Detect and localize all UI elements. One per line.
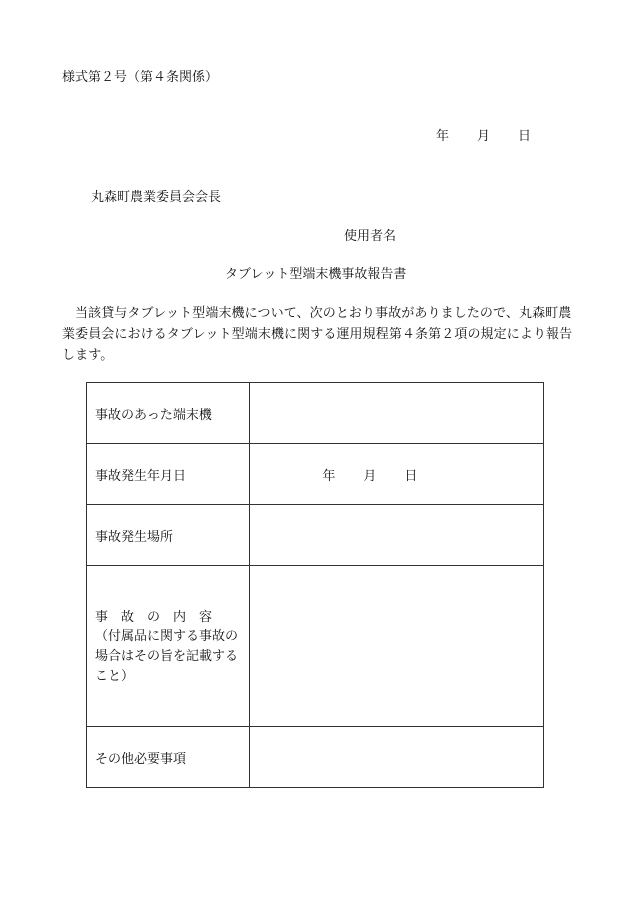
row-label-device: 事故のあった端末機 [87, 383, 250, 444]
date-line [436, 125, 531, 144]
value-content[interactable] [250, 566, 544, 727]
value-place[interactable] [250, 505, 544, 566]
content-label-main: 事故の内容 [95, 609, 226, 625]
report-table [86, 382, 544, 788]
user-name-label: 使用者名 [344, 229, 397, 244]
body-text: 当該貸与タブレット型端末機について、次のとおり事故がありましたので、丸森町農業委員会におけるタブレット型端末機に関する運用規程第４条第２項の規定により報告します。 [62, 306, 573, 363]
date-year: 年 [436, 129, 450, 144]
row-label-other: その他必要事項 [87, 727, 250, 788]
row-date-day: 日 [404, 468, 418, 484]
table-row [87, 566, 544, 727]
recipient: 丸森町農業委員会会長 [91, 190, 222, 205]
row-label-place: 事故発生場所 [87, 505, 250, 566]
form-number: 様式第２号（第４条関係） [62, 70, 219, 85]
document-title: タブレット型端末機事故報告書 [225, 267, 407, 282]
row-date-month: 月 [363, 468, 377, 484]
date-day: 日 [518, 129, 532, 144]
row-label-date: 事故発生年月日 [87, 444, 250, 505]
value-date[interactable] [250, 444, 544, 505]
value-other[interactable] [250, 727, 544, 788]
value-device[interactable] [250, 383, 544, 444]
content-note: （付属品に関する事故の場合はその旨を記載すること） [95, 628, 239, 684]
table-row [87, 444, 544, 505]
date-month: 月 [477, 129, 491, 144]
table-row [87, 505, 544, 566]
row-date-year: 年 [322, 468, 336, 484]
table-row [87, 727, 544, 788]
row-label-content [87, 566, 250, 727]
table-row [87, 383, 544, 444]
